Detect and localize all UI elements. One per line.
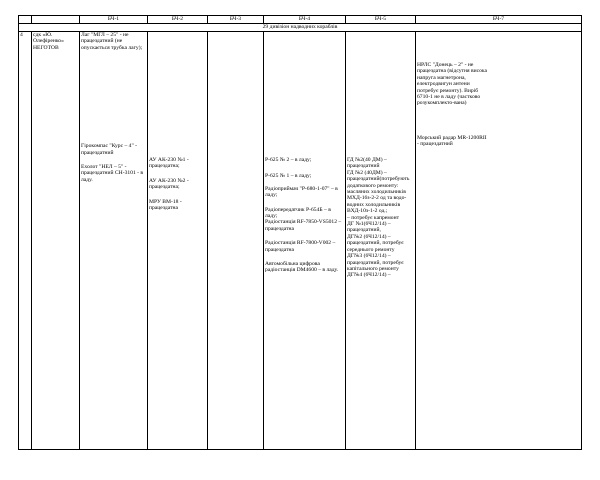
table-row [19,32,582,450]
header-row [19,16,582,24]
header-cell-bch2: БЧ-2 [148,16,208,24]
readiness-table [18,15,582,450]
cell-bch1 [80,32,148,450]
row-number: 4 [19,32,32,450]
bch4-rf7800-status: Радіостанція RF-7800-V002 – працездатна [265,240,337,253]
bch4-dm4600-status: Автомобільна цифрова радіостанція DM4600 – в ладу. [265,261,339,274]
bch2-mru-status: МРУ ВМ-18 - працездатна [149,198,184,212]
header-cell-ship [32,16,80,24]
header-cell-bch4: БЧ-4 [264,16,346,24]
cell-bch5 [346,32,416,450]
cell-bch3 [208,32,264,450]
bch1-gyrocompass-status: Гірокомпас "Курс – 4" - працездатний [81,143,139,156]
section-row [19,24,582,32]
cell-bch2 [148,32,208,450]
bch4-receiver-status: Радіоприймач "Р-680-1-07" – в ладу; [265,185,340,199]
header-cell-bch5: БЧ-5 [346,16,416,24]
bch2-gun2-status: АУ АК-230 №2 - працездатна; [149,177,191,191]
header-cell-num [19,16,32,24]
bch4-transmitter-status: Радіопередатчик Р-654Б – в ладу; [265,206,333,220]
cell-bch7 [416,32,582,450]
bch1-log-status: Лаг "МГЛ – 25" - не працездатний (не опускається трубка лагу); [81,32,143,51]
ship-name: сдк «Ю. Олефіренко» НЕГОТОВ [32,32,80,450]
header-cell-bch7: БЧ-7 [416,16,582,24]
bch7-radar-mr1200-status: Морський радар MR-1200RII - працездатний [417,134,488,148]
bch7-radar-donets-status: НРЛС "Донець – 2" - не працездатна (відсутня висока напруга магнетрона, електродвигун антени потребує ремонту). Виріб 6710-1 не в ладу (частково розукомплекто-вана) [417,62,489,107]
cell-bch4 [264,32,346,450]
header-cell-bch1: БЧ-1 [80,16,148,24]
bch4-r625-2-status: Р-625 № 2 – в ладу; [265,157,312,163]
document-page [18,15,581,450]
bch4-r625-1-status: Р-625 № 1 – в ладу; [265,173,312,180]
bch5-engines-status: ГД №2(40 ДМ) – працездатний ГД №2 (40ДМ) – працездатний(потребують додаткового ремонту: масляних холодильників МХД-16з-2-2 од та водо-водних холодильників ВХД-10з-1-2 од.; – потребує капремонт ДГ №1(6Ч12/14) – працездатний, ДГ№2 (6Ч12/14) – працездатний, потребує середнього ремонту ДГ№3 (6Ч12/14) – працездатний, потребує капітального ремонту ДГ№4 (6Ч12/14) – [347,157,410,279]
bch2-gun1-status: АУ АК-230 №1 - працездатна; [149,157,191,170]
bch1-echosounder-status: Ехолот "НЕЛ – 5" - працездатний СН-3101 - в ладу. [81,164,145,183]
bch4-rf7850-status: Радіостанція RF-7850-VS5012 – працездатна [265,219,343,232]
header-cell-bch3: БЧ-3 [208,16,264,24]
section-title: 29 дивізіон надводних кораблів [19,24,582,32]
